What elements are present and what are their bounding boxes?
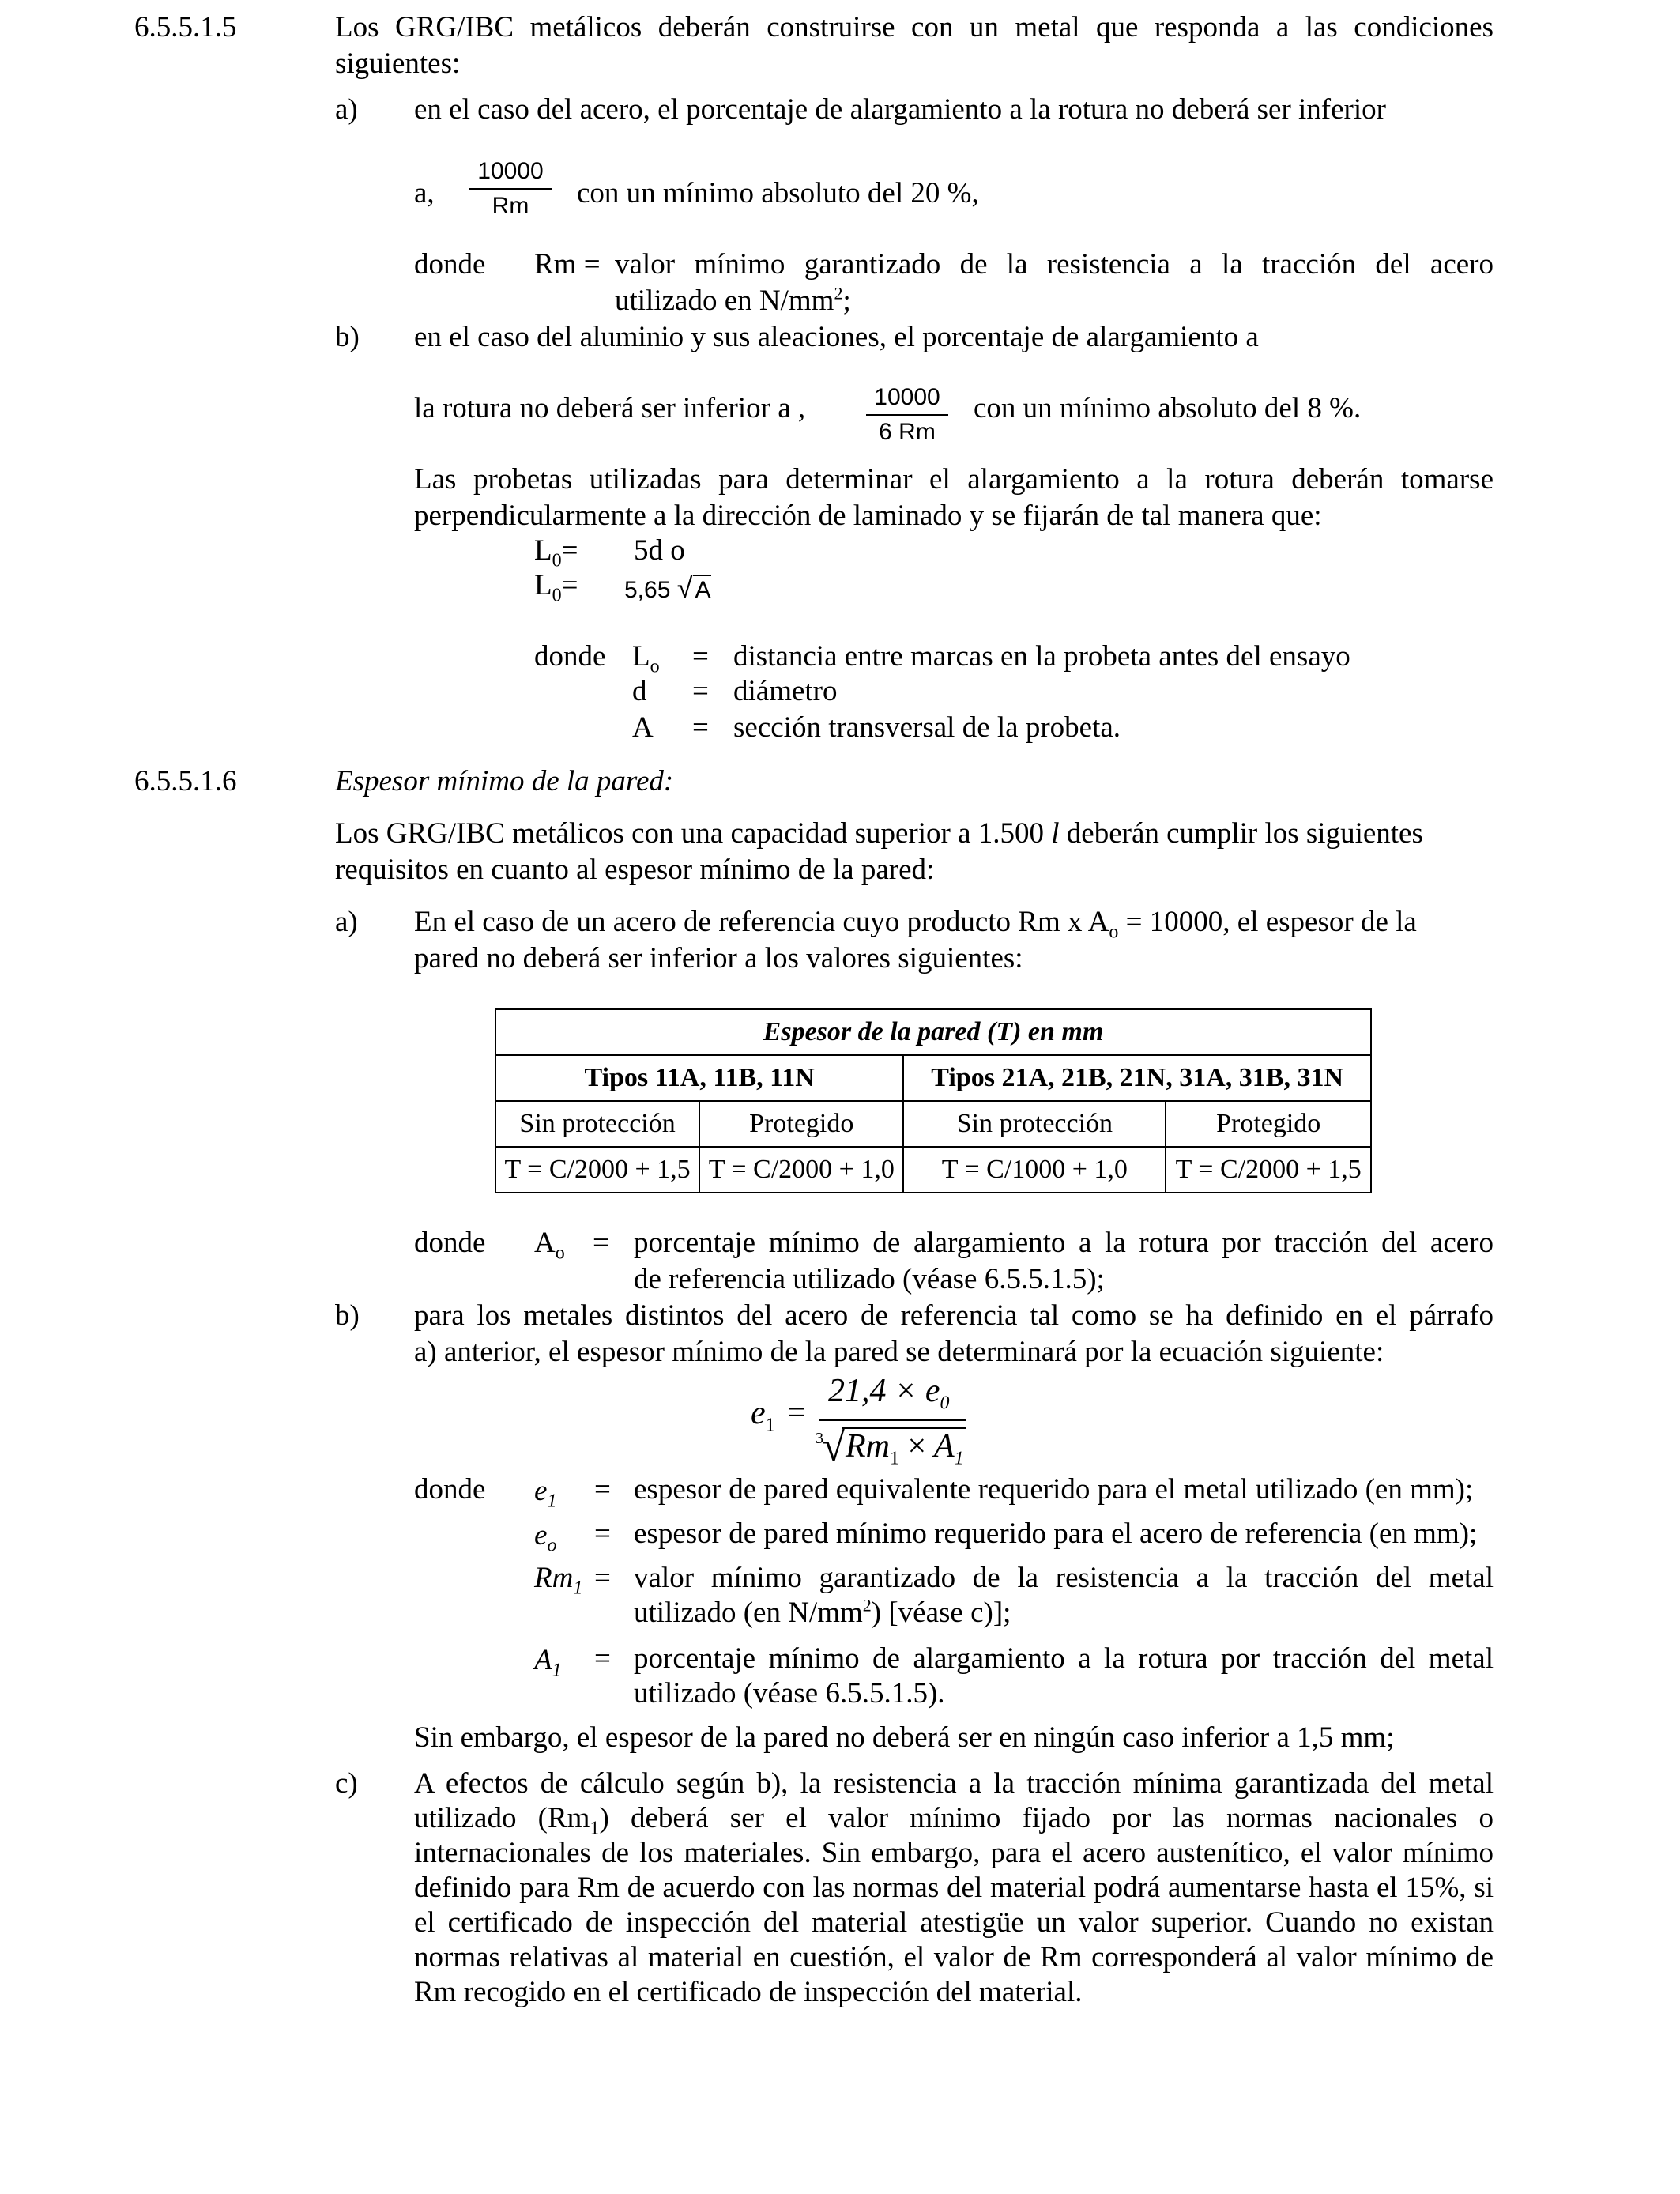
fraction [469,158,552,220]
paragraph-line: Sin embargo, el espesor de la pared no deberá ser en ningún caso inferior a 1,5 mm; [414,1721,1395,1754]
table-caption: Espesor de la pared (T) en mm [495,1009,1371,1055]
variable-symbol: $Rm_1$ [534,1562,583,1599]
equation-lhs: $L_0=$ [534,569,578,606]
fraction-numerator: 10000 [866,384,948,416]
paragraph-line: Los GRG/IBC metálicos con una capacidad superior a 1.500 l deberán cumplir los siguientes [335,817,1423,850]
definition-symbol: Rm = [534,248,601,281]
definition-equals: = [692,640,709,673]
definition-symbol: $L_o$ [632,640,660,677]
variable-equals: = [594,1562,611,1594]
formula-prefix: la rotura no deberá ser inferior a , [414,392,806,424]
variable-symbol: $e_o$ [534,1519,557,1556]
variable-definition: espesor de pared equivalente requerido para el metal utilizado (en mm); [634,1473,1474,1506]
item-text: Rm recogido en el certificado de inspección del material. [414,1976,1083,2008]
definition-symbol: d [632,675,647,707]
table-group-header: Tipos 21A, 21B, 21N, 31A, 31B, 31N [903,1055,1371,1101]
definition-text: valor mínimo garantizado de la resistencia a la tracción del acero [615,248,1494,281]
thickness-table [495,1008,1372,1193]
item-text: a) anterior, el espesor mínimo de la pared se determinará por la ecuación siguiente: [414,1336,1384,1368]
variable-symbol: $A_1$ [534,1644,562,1681]
paragraph-line: Los GRG/IBC metálicos deberán construirse con un metal que responda a las condiciones [335,11,1494,43]
item-text: en el caso del aluminio y sus aleaciones, el porcentaje de alargamiento a [414,321,1259,353]
variable-definition: utilizado (en $N/mm^2$) [véase c)]; [634,1595,1011,1629]
variable-definition: utilizado (véase 6.5.5.1.5). [634,1677,945,1710]
equation-lhs: $L_0=$ [534,534,578,571]
section-number: 6.5.5.1.6 [134,765,237,797]
donde-label: donde [414,1227,486,1259]
paragraph-line: Las probetas utilizadas para determinar el alargamiento a la rotura deberán tomarse [414,463,1494,496]
table-group-header: Tipos 11A, 11B, 11N [495,1055,903,1101]
fraction-numerator: 10000 [469,158,552,190]
definition-text: porcentaje mínimo de alargamiento a la rotura por tracción del acero [634,1227,1494,1259]
formula-suffix: con un mínimo absoluto del 20 %, [577,177,979,209]
item-text: pared no deberá ser inferior a los valores siguientes: [414,942,1023,974]
fraction-denominator: Rm [492,193,529,219]
definition-symbol: $A_o$ [534,1227,565,1264]
table-subheader: Protegido [1166,1101,1371,1147]
item-text: utilizado $(Rm_1)$ deberá ser el valor mínimo fijado por las normas nacionales o [414,1802,1494,1839]
definition-text: de referencia utilizado (véase 6.5.5.1.5); [634,1263,1105,1295]
item-label: b) [335,321,360,353]
table-cell: T = C/1000 + 1,0 [903,1147,1166,1193]
table-subheader: Protegido [699,1101,903,1147]
paragraph-line: siguientes: [335,47,461,80]
table-cell: T = C/2000 + 1,5 [495,1147,699,1193]
variable-equals: = [594,1473,611,1506]
variable-equals: = [594,1642,611,1675]
table-subheader: Sin protección [495,1101,699,1147]
definition-text: distancia entre marcas en la probeta antes del ensayo [733,640,1350,673]
item-text: en el caso del acero, el porcentaje de alargamiento a la rotura no deberá ser inferior [414,93,1386,126]
section-number: 6.5.5.1.5 [134,11,237,43]
donde-label: donde [414,1473,486,1506]
item-label: a) [335,906,358,938]
radical-sign: √ [822,1423,846,1470]
item-text: definido para Rm de acuerdo con las normas del material podrá aumentarse hasta el 15%, si [414,1872,1494,1904]
formula-suffix: con un mínimo absoluto del 8 %. [974,392,1362,424]
formula-equals: = [787,1395,806,1431]
table-subheader: Sin protección [903,1101,1166,1147]
donde-label: donde [534,640,606,673]
item-text: normas relativas al material en cuestión, el valor de Rm corresponderá al valor mínimo de [414,1941,1494,1973]
definition-text: diámetro [733,675,838,707]
equation-rhs: 5,65 √ A [624,571,711,604]
section-title: Espesor mínimo de la pared: [335,765,674,797]
item-label: a) [335,93,358,126]
item-text: internacionales de los materiales. Sin embargo, para el acero austenítico, el valor mínimo [414,1837,1494,1869]
variable-symbol: $e_1$ [534,1475,557,1512]
fraction-bar [819,1419,966,1421]
fraction [866,384,948,446]
item-label: c) [335,1767,358,1800]
variable-definition: porcentaje mínimo de alargamiento a la rotura por tracción del metal [634,1642,1494,1675]
formula-lhs: $e_1$ [751,1395,775,1436]
variable-definition: valor mínimo garantizado de la resistencia a la tracción del metal [634,1562,1494,1594]
fraction-denominator: 6 Rm [879,419,936,445]
table-cell: T = C/2000 + 1,5 [1166,1147,1371,1193]
paragraph-line: perpendicularmente a la dirección de laminado y se fijarán de tal manera que: [414,499,1322,532]
variable-definition: espesor de pared mínimo requerido para el acero de referencia (en mm); [634,1517,1478,1550]
formula-numerator: $21,4 \times e_0$ [828,1373,950,1414]
table-cell: T = C/2000 + 1,0 [699,1147,903,1193]
formula-denominator: $Rm_1 \times A_1$ [846,1428,964,1469]
item-label: b) [335,1299,360,1332]
definition-equals: = [692,711,709,744]
formula-prefix: a, [414,177,435,209]
donde-label: donde [414,248,486,281]
definition-symbol: A [632,711,654,744]
paragraph-line: requisitos en cuanto al espesor mínimo de la pared: [335,854,935,886]
variable-equals: = [594,1517,611,1550]
definition-text: sección transversal de la probeta. [733,711,1121,744]
item-text: En el caso de un acero de referencia cuyo producto Rm x $A_o = 10000$, el espesor de la [414,906,1417,943]
item-text: el certificado de inspección del material atestigüe un valor superior. Cuando no existan [414,1906,1494,1939]
item-text: para los metales distintos del acero de referencia tal como se ha definido en el párrafo [414,1299,1494,1332]
definition-text: utilizado en $N/mm^2$; [615,283,851,317]
definition-equals: = [692,675,709,707]
item-text: A efectos de cálculo según b), la resistencia a la tracción mínima garantizada del metal [414,1767,1494,1800]
root-index: 3 [816,1430,823,1447]
definition-equals: = [593,1227,609,1259]
equation-rhs: 5d o [634,534,685,567]
